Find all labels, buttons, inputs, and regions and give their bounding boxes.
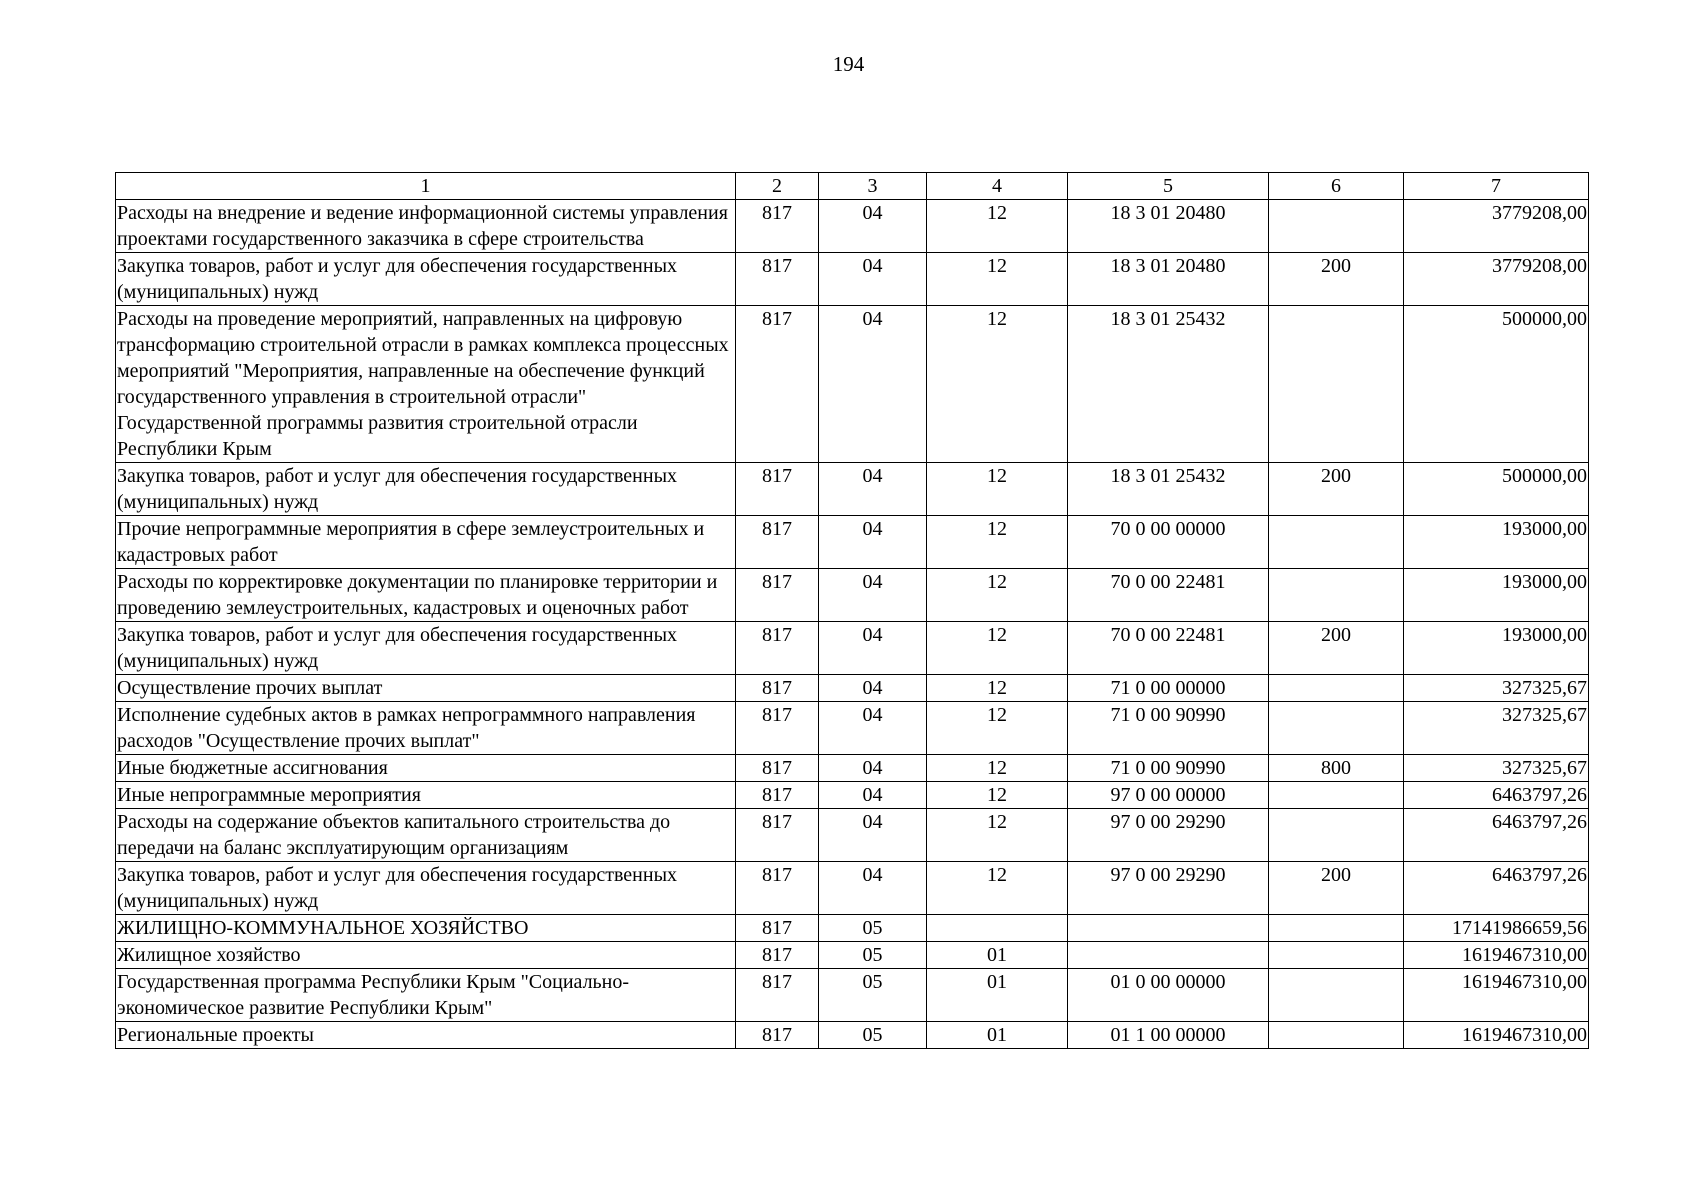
section-code: 04: [819, 809, 927, 862]
ministry-code: 817: [736, 200, 819, 253]
target-article-code: [1068, 942, 1269, 969]
amount: 1619467310,00: [1404, 969, 1589, 1022]
ministry-code: 817: [736, 569, 819, 622]
table-row: [116, 463, 1589, 516]
column-header-1: 1: [116, 173, 736, 200]
expense-type-code: [1269, 569, 1404, 622]
subsection-code: 12: [927, 702, 1068, 755]
section-code: 05: [819, 915, 927, 942]
table-row: [116, 516, 1589, 569]
amount: 6463797,26: [1404, 809, 1589, 862]
expense-name: ЖИЛИЩНО-КОММУНАЛЬНОЕ ХОЗЯЙСТВО: [116, 915, 736, 942]
target-article-code: 18 3 01 20480: [1068, 253, 1269, 306]
subsection-code: 12: [927, 862, 1068, 915]
expense-type-code: [1269, 200, 1404, 253]
subsection-code: 12: [927, 569, 1068, 622]
expense-type-code: 200: [1269, 862, 1404, 915]
section-code: 04: [819, 782, 927, 809]
target-article-code: 97 0 00 29290: [1068, 862, 1269, 915]
page-number: 194: [832, 52, 865, 76]
table-row: [116, 675, 1589, 702]
table-row: [116, 702, 1589, 755]
ministry-code: 817: [736, 253, 819, 306]
expense-type-code: [1269, 915, 1404, 942]
target-article-code: 18 3 01 25432: [1068, 306, 1269, 463]
subsection-code: 12: [927, 306, 1068, 463]
section-code: 04: [819, 862, 927, 915]
column-header-5: 5: [1068, 173, 1269, 200]
expense-type-code: [1269, 969, 1404, 1022]
amount: 193000,00: [1404, 622, 1589, 675]
target-article-code: 18 3 01 20480: [1068, 200, 1269, 253]
table-row: [116, 782, 1589, 809]
expense-name: Закупка товаров, работ и услуг для обеспечения государственных (муниципальных) нужд: [116, 253, 736, 306]
expense-name: Расходы по корректировке документации по планировке территории и проведению землеустроительных, кадастровых и оценочных работ: [116, 569, 736, 622]
amount: 193000,00: [1404, 516, 1589, 569]
expense-name: Иные непрограммные мероприятия: [116, 782, 736, 809]
section-code: 04: [819, 702, 927, 755]
expense-name: Закупка товаров, работ и услуг для обеспечения государственных (муниципальных) нужд: [116, 862, 736, 915]
ministry-code: 817: [736, 463, 819, 516]
expense-type-code: [1269, 1022, 1404, 1049]
expense-type-code: [1269, 942, 1404, 969]
target-article-code: 70 0 00 22481: [1068, 569, 1269, 622]
subsection-code: 12: [927, 622, 1068, 675]
subsection-code: 12: [927, 755, 1068, 782]
ministry-code: 817: [736, 915, 819, 942]
expense-type-code: [1269, 306, 1404, 463]
ministry-code: 817: [736, 675, 819, 702]
amount: 1619467310,00: [1404, 942, 1589, 969]
ministry-code: 817: [736, 862, 819, 915]
column-header-2: 2: [736, 173, 819, 200]
expense-type-code: [1269, 809, 1404, 862]
column-header-6: 6: [1269, 173, 1404, 200]
expense-type-code: [1269, 516, 1404, 569]
target-article-code: [1068, 915, 1269, 942]
amount: 327325,67: [1404, 702, 1589, 755]
section-code: 04: [819, 569, 927, 622]
ministry-code: 817: [736, 755, 819, 782]
target-article-code: 18 3 01 25432: [1068, 463, 1269, 516]
target-article-code: 01 1 00 00000: [1068, 1022, 1269, 1049]
expense-name: Региональные проекты: [116, 1022, 736, 1049]
table-row: [116, 942, 1589, 969]
ministry-code: 817: [736, 942, 819, 969]
expense-type-code: [1269, 782, 1404, 809]
section-code: 04: [819, 463, 927, 516]
table-row: [116, 253, 1589, 306]
amount: 1619467310,00: [1404, 1022, 1589, 1049]
expense-name: Осуществление прочих выплат: [116, 675, 736, 702]
section-code: 04: [819, 675, 927, 702]
expense-type-code: [1269, 702, 1404, 755]
target-article-code: 01 0 00 00000: [1068, 969, 1269, 1022]
amount: 6463797,26: [1404, 862, 1589, 915]
expense-name: Расходы на проведение мероприятий, направленных на цифровую трансформацию строительной отрасли в рамках комплекса процессных мероприятий "Мероприятия, направленные на обеспечение функций государственного управления в строительной отрасли" Государственной программы развития строительной отрасли Республики Крым: [116, 306, 736, 463]
expense-name: Закупка товаров, работ и услуг для обеспечения государственных (муниципальных) нужд: [116, 622, 736, 675]
ministry-code: 817: [736, 1022, 819, 1049]
amount: 193000,00: [1404, 569, 1589, 622]
ministry-code: 817: [736, 622, 819, 675]
section-code: 04: [819, 516, 927, 569]
expense-type-code: 200: [1269, 463, 1404, 516]
subsection-code: 12: [927, 253, 1068, 306]
expense-name: Жилищное хозяйство: [116, 942, 736, 969]
subsection-code: 12: [927, 675, 1068, 702]
subsection-code: 12: [927, 516, 1068, 569]
amount: 17141986659,56: [1404, 915, 1589, 942]
section-code: 04: [819, 253, 927, 306]
section-code: 05: [819, 1022, 927, 1049]
table-row: [116, 809, 1589, 862]
expense-type-code: 200: [1269, 253, 1404, 306]
expense-name: Исполнение судебных актов в рамках непрограммного направления расходов "Осуществление прочих выплат": [116, 702, 736, 755]
subsection-code: 01: [927, 942, 1068, 969]
section-code: 04: [819, 755, 927, 782]
table-row: [116, 862, 1589, 915]
section-code: 04: [819, 306, 927, 463]
subsection-code: 12: [927, 809, 1068, 862]
amount: 3779208,00: [1404, 253, 1589, 306]
expense-name: Иные бюджетные ассигнования: [116, 755, 736, 782]
expense-name: Закупка товаров, работ и услуг для обеспечения государственных (муниципальных) нужд: [116, 463, 736, 516]
table-row: [116, 200, 1589, 253]
expense-name: Государственная программа Республики Крым "Социально-экономическое развитие Республики Крым": [116, 969, 736, 1022]
expense-type-code: [1269, 675, 1404, 702]
column-header-4: 4: [927, 173, 1068, 200]
expense-type-code: 800: [1269, 755, 1404, 782]
table-row: [116, 755, 1589, 782]
header-row: [116, 173, 1589, 200]
expense-name: Прочие непрограммные мероприятия в сфере землеустроительных и кадастровых работ: [116, 516, 736, 569]
amount: 500000,00: [1404, 463, 1589, 516]
target-article-code: 71 0 00 90990: [1068, 755, 1269, 782]
target-article-code: 71 0 00 90990: [1068, 702, 1269, 755]
table-body: [116, 200, 1589, 1049]
section-code: 05: [819, 969, 927, 1022]
amount: 6463797,26: [1404, 782, 1589, 809]
section-code: 04: [819, 200, 927, 253]
expense-name: Расходы на внедрение и ведение информационной системы управления проектами государственного заказчика в сфере строительства: [116, 200, 736, 253]
amount: 327325,67: [1404, 675, 1589, 702]
table-row: [116, 569, 1589, 622]
target-article-code: 71 0 00 00000: [1068, 675, 1269, 702]
column-header-3: 3: [819, 173, 927, 200]
table-row: [116, 622, 1589, 675]
table-row: [116, 969, 1589, 1022]
target-article-code: 97 0 00 00000: [1068, 782, 1269, 809]
target-article-code: 70 0 00 22481: [1068, 622, 1269, 675]
target-article-code: 70 0 00 00000: [1068, 516, 1269, 569]
subsection-code: 12: [927, 200, 1068, 253]
table-row: [116, 915, 1589, 942]
budget-table: [115, 172, 1589, 1049]
amount: 327325,67: [1404, 755, 1589, 782]
subsection-code: 12: [927, 463, 1068, 516]
expense-name: Расходы на содержание объектов капитального строительства до передачи на баланс эксплуатирующим организациям: [116, 809, 736, 862]
subsection-code: 12: [927, 782, 1068, 809]
amount: 500000,00: [1404, 306, 1589, 463]
subsection-code: [927, 915, 1068, 942]
table-row: [116, 1022, 1589, 1049]
subsection-code: 01: [927, 969, 1068, 1022]
expense-type-code: 200: [1269, 622, 1404, 675]
ministry-code: 817: [736, 809, 819, 862]
subsection-code: 01: [927, 1022, 1068, 1049]
column-header-7: 7: [1404, 173, 1589, 200]
amount: 3779208,00: [1404, 200, 1589, 253]
section-code: 05: [819, 942, 927, 969]
ministry-code: 817: [736, 782, 819, 809]
ministry-code: 817: [736, 516, 819, 569]
table-row: [116, 306, 1589, 463]
ministry-code: 817: [736, 702, 819, 755]
target-article-code: 97 0 00 29290: [1068, 809, 1269, 862]
ministry-code: 817: [736, 969, 819, 1022]
ministry-code: 817: [736, 306, 819, 463]
section-code: 04: [819, 622, 927, 675]
